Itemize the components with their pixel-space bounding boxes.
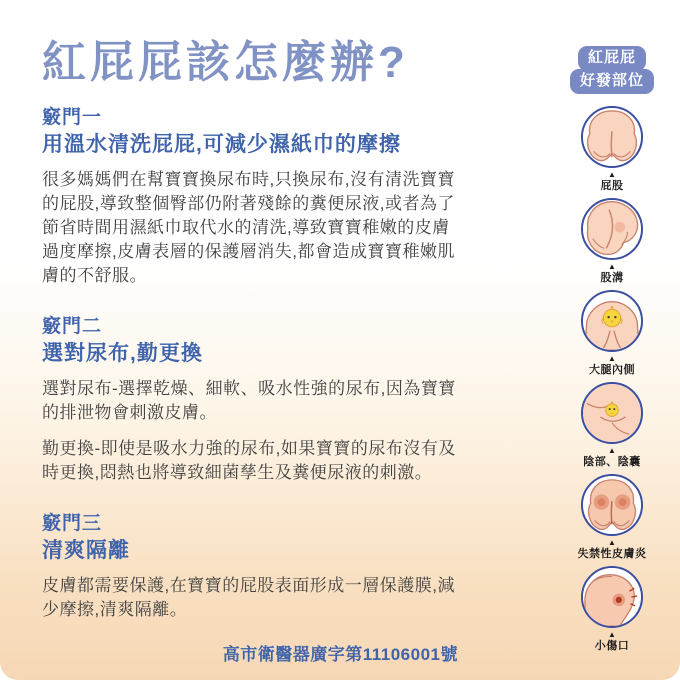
small-wound-illustration-icon	[581, 566, 643, 628]
dermatitis-illustration-icon	[581, 474, 643, 536]
section-tip-1	[42, 105, 512, 288]
spot-label: 小傷口	[594, 640, 630, 652]
spot-label: 大腿內側	[589, 364, 635, 376]
section-paragraph: 皮膚都需要保護,在寶寶的屁股表面形成一層保護膜,減少摩擦,清爽隔離。	[42, 575, 455, 619]
spot-label: 股溝	[600, 272, 624, 284]
spot-genital	[581, 382, 643, 469]
inner-thigh-illustration-icon	[581, 290, 643, 352]
section-tip-2	[42, 314, 512, 485]
section-paragraph: 很多媽媽們在幫寶寶換尿布時,只換尿布,沒有清洗寶寶的屁股,導致整個臀部仍附著殘餘的糞便尿液,或者為了節省時間用濕紙巾取代水的清洗,導致寶寶稚嫩的皮膚過度摩擦,皮膚表層的保護層消失,都會造成寶寶稚嫩肌膚的不舒服。	[42, 169, 455, 285]
sidebar-badge	[570, 46, 654, 94]
triangle-marker-icon: ▲	[608, 170, 616, 179]
section-paragraph: 選對尿布-選擇乾燥、細軟、吸水性強的尿布,因為寶寶的排泄物會刺激皮膚。	[42, 378, 456, 422]
buttock-crease-illustration-icon	[581, 198, 643, 260]
genital-area-illustration-icon	[581, 382, 643, 444]
badge-line-2: 好發部位	[570, 69, 654, 94]
spot-crease	[581, 198, 643, 285]
spot-label: 屁股	[600, 180, 624, 192]
spot-incontinence-dermatitis	[578, 474, 647, 561]
section-kicker: 竅門一	[42, 106, 103, 128]
section-paragraph: 勤更換-即使是吸水力強的尿布,如果寶寶的尿布沒有及時更換,悶熱也將導致細菌孳生及糞便尿液的刺激。	[42, 438, 456, 482]
badge-line-1: 紅屁屁	[578, 46, 646, 71]
section-heading: 清爽隔離	[42, 539, 130, 563]
buttocks-illustration-icon	[581, 106, 643, 168]
section-tip-3	[42, 511, 512, 622]
triangle-marker-icon: ▲	[608, 538, 616, 547]
triangle-marker-icon: ▲	[608, 446, 616, 455]
section-kicker: 竅門三	[42, 512, 103, 534]
regulatory-number: 高市衛醫器廣字第11106001號	[222, 645, 458, 664]
spot-label: 失禁性皮膚炎	[577, 548, 647, 560]
triangle-marker-icon: ▲	[608, 262, 616, 271]
spot-buttocks	[581, 106, 643, 193]
main-column	[42, 38, 512, 648]
spot-small-wound	[581, 566, 643, 653]
sidebar-affected-areas	[552, 46, 672, 658]
spot-label: 陰部、陰囊	[583, 456, 641, 468]
section-heading: 用溫水清洗屁屁,可減少濕紙巾的摩擦	[42, 133, 401, 157]
page-title: 紅屁屁該怎麼辦?	[42, 38, 409, 87]
triangle-marker-icon: ▲	[608, 354, 616, 363]
section-heading: 選對尿布,勤更換	[42, 342, 203, 366]
triangle-marker-icon: ▲	[608, 630, 616, 639]
section-kicker: 竅門二	[42, 315, 103, 337]
spot-inner-thigh	[581, 290, 643, 377]
